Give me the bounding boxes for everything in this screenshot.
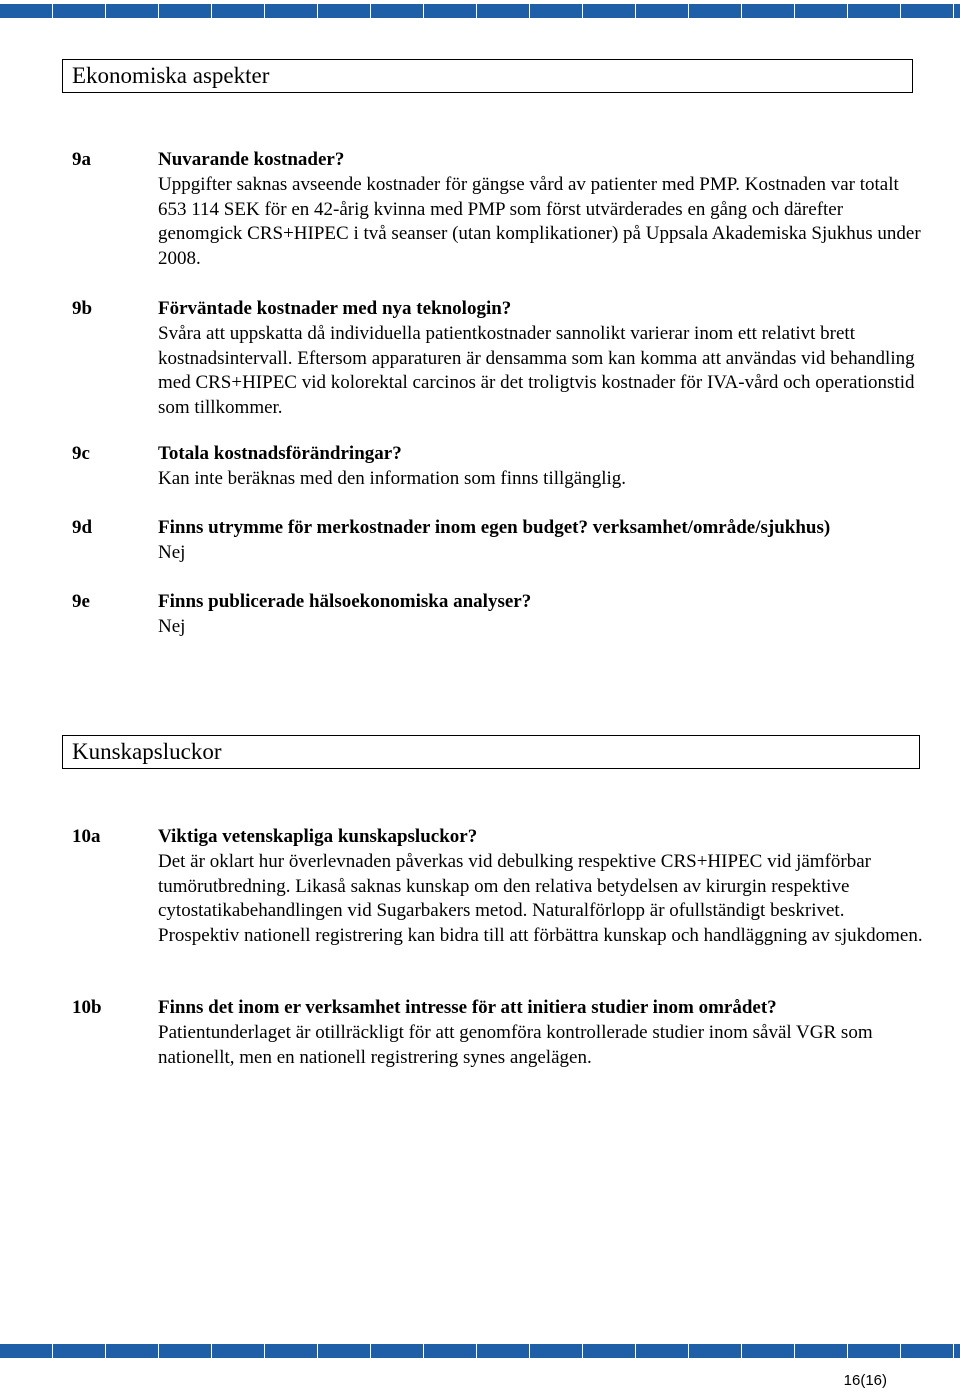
item-number: 10a xyxy=(72,826,101,847)
item-answer: Svåra att uppskatta då individuella patientkostnader sannolikt varierar inom ett relativt brett kostnadsintervall. Eftersom apparaturen är densamma som kan komma att användas vid behandling med CRS+HIPEC vid kolorektal carcinos är det troligtvis kostnader för IVA-vård och operationstid som tillkommer. xyxy=(158,322,915,419)
item-answer: Uppgifter saknas avseende kostnader för gängse vård av patienter med PMP. Kostnaden var totalt 653 114 SEK för en 42-årig kvinna med PMP som först utvärderades en gång och därefter genomgick CRS+HIPEC i två seanser (utan komplikationer) på Uppsala Akademiska Sjukhus under 2008. xyxy=(158,173,921,270)
item-body xyxy=(158,297,930,421)
item-question: Totala kostnadsförändringar? xyxy=(158,443,402,464)
section-title: Ekonomiska aspekter xyxy=(72,63,270,88)
item-answer: Kan inte beräknas med den information som finns tillgänglig. xyxy=(158,467,627,489)
item-answer: Nej xyxy=(158,615,186,637)
item-body xyxy=(158,825,930,949)
item-body xyxy=(158,148,930,272)
item-body xyxy=(158,442,930,492)
header-stripe xyxy=(0,4,960,18)
page-number: 16(16) xyxy=(843,1372,887,1389)
item-number: 9a xyxy=(72,149,91,170)
item-question: Viktiga vetenskapliga kunskapsluckor? xyxy=(158,826,478,847)
section-heading-ekonomiska-aspekter xyxy=(62,59,913,93)
item-question: Finns publicerade hälsoekonomiska analyser? xyxy=(158,591,532,612)
item-number: 10b xyxy=(72,997,102,1018)
item-answer: Det är oklart hur överlevnaden påverkas vid debulking respektive CRS+HIPEC vid jämförbar tumörutbredning. Likaså saknas kunskap om den relativa betydelsen av kirurgin respektive cytostatikabehandlingen vid Sugarbakers metod. Naturalförlopp är ofullständigt beskrivet. Prospektiv nationell registrering kan bidra till att förbättra kunskap och handläggning av sjukdomen. xyxy=(158,850,923,947)
item-answer: Nej xyxy=(158,541,186,563)
item-number: 9e xyxy=(72,591,90,612)
item-number: 9b xyxy=(72,298,93,319)
item-number: 9c xyxy=(72,443,90,464)
item-question: Förväntade kostnader med nya teknologin? xyxy=(158,298,512,319)
item-number: 9d xyxy=(72,517,93,538)
section-heading-kunskapsluckor xyxy=(62,735,920,769)
item-body xyxy=(158,516,930,566)
item-question: Finns utrymme för merkostnader inom egen budget? verksamhet/område/sjukhus) xyxy=(158,517,831,538)
item-body xyxy=(158,590,930,640)
footer-stripe xyxy=(0,1344,960,1358)
item-body xyxy=(158,996,930,1070)
section-title: Kunskapsluckor xyxy=(72,739,222,764)
item-answer: Patientunderlaget är otillräckligt för att genomföra kontrollerade studier inom såväl VGR som nationellt, men en nationell registrering synes angelägen. xyxy=(158,1021,873,1068)
item-question: Finns det inom er verksamhet intresse för att initiera studier inom området? xyxy=(158,997,777,1018)
item-question: Nuvarande kostnader? xyxy=(158,149,345,170)
